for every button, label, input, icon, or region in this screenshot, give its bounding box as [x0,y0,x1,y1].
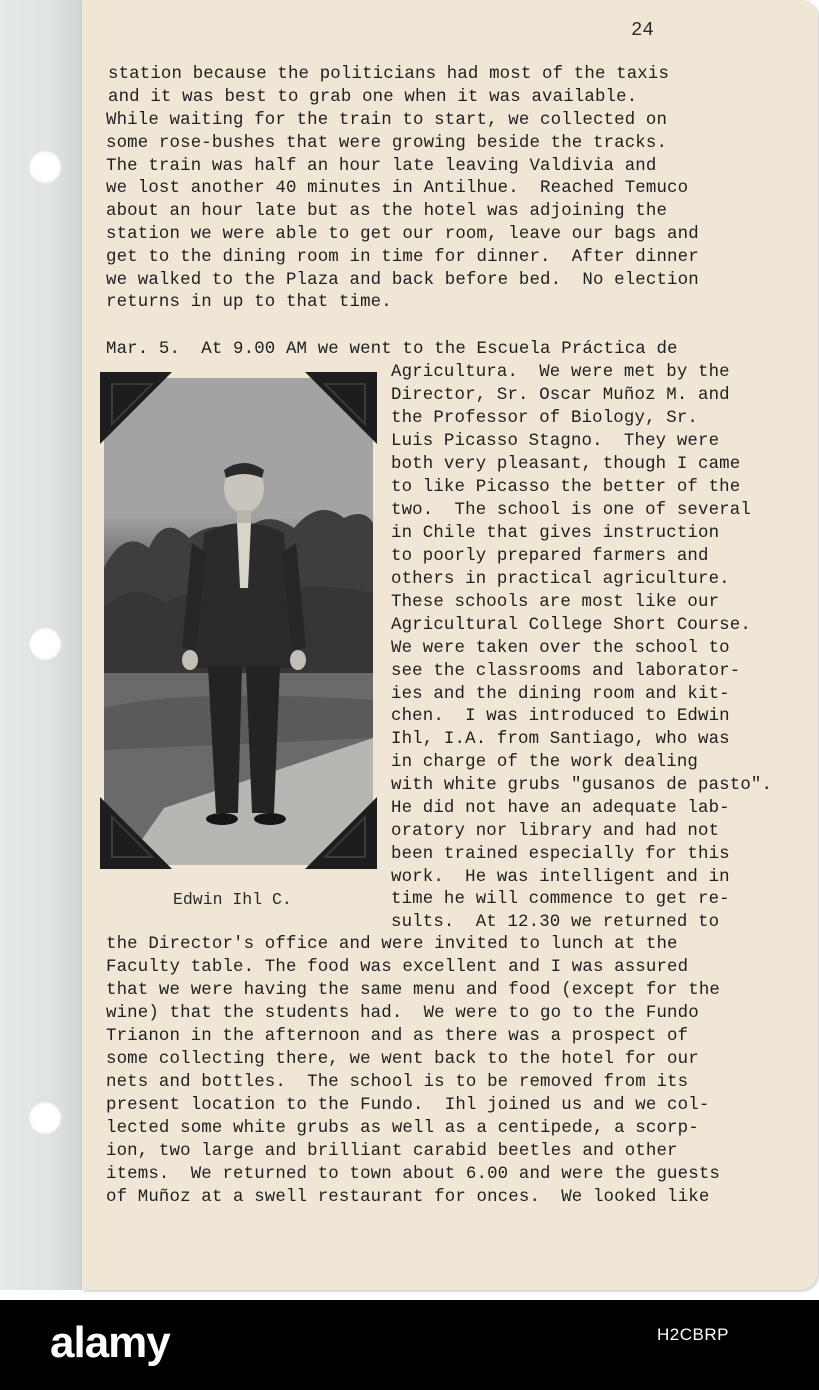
text-line: Trianon in the afternoon and as there was a prospect of [106,1027,689,1046]
photo-corner-icon [100,795,174,869]
text-line: lected some white grubs as well as a centipede, a scorp- [106,1119,699,1138]
text-line: been trained especially for this [391,845,730,864]
text-line: time he will commence to get re- [391,890,730,909]
text-line: items. We returned to town about 6.00 and were the guests [106,1165,720,1184]
image-id: H2CBRP [657,1325,729,1344]
text-line: oratory nor library and had not [391,822,720,841]
text-line: He did not have an adequate lab- [391,799,730,818]
text-line: Agricultural College Short Course. [391,616,751,635]
text-line: Luis Picasso Stagno. They were [391,432,720,451]
text-line: Faculty table. The food was excellent and I was assured [106,958,689,977]
text-line: work. He was intelligent and in [391,868,730,887]
text-line: We were taken over the school to [391,639,730,658]
text-line: Mar. 5. At 9.00 AM we went to the Escuela Práctica de [106,340,678,359]
text-line: the Professor of Biology, Sr. [391,409,698,428]
photo-corner-icon [303,795,377,869]
punch-hole-icon [28,627,62,661]
alamy-logo: alamy [50,1318,170,1367]
photo-caption: Edwin Ihl C. [173,890,292,909]
portrait-illustration [104,378,373,865]
text-line: some collecting there, we went back to the hotel for our [106,1050,699,1069]
text-line: two. The school is one of several [391,501,751,520]
binding-strip [0,0,83,1290]
text-line: station we were able to get our room, leave our bags and [106,225,699,244]
text-line: sults. At 12.30 we returned to [391,913,720,932]
text-line: in charge of the work dealing [391,753,698,772]
text-line: with white grubs "gusanos de pasto". [391,776,773,795]
text-line: Director, Sr. Oscar Muñoz M. and [391,386,730,405]
text-line: While waiting for the train to start, we collected on [106,111,668,130]
text-line: about an hour late but as the hotel was adjoining the [106,202,668,221]
punch-hole-icon [28,1101,62,1135]
text-line: chen. I was introduced to Edwin [391,707,730,726]
text-line: Ihl, I.A. from Santiago, who was [391,730,730,749]
text-line: present location to the Fundo. Ihl joined us and we col- [106,1096,710,1115]
text-line: station because the politicians had most of the taxis [108,65,670,84]
text-line: to poorly prepared farmers and [391,547,709,566]
text-line: The train was half an hour late leaving Valdivia and [106,157,657,176]
text-line: returns in up to that time. [106,293,392,312]
text-line: and it was best to grab one when it was available. [108,88,638,107]
text-line: the Director's office and were invited to lunch at the [106,935,678,954]
text-line: These schools are most like our [391,593,720,612]
text-line: Agricultura. We were met by the [391,363,730,382]
text-line: see the classrooms and laborator- [391,662,741,681]
text-line: others in practical agriculture. [391,570,730,589]
text-line: to like Picasso the better of the [391,478,741,497]
text-line: get to the dining room in time for dinner. After dinner [106,248,699,267]
text-line: nets and bottles. The school is to be removed from its [106,1073,689,1092]
text-line: ies and the dining room and kit- [391,685,730,704]
portrait-photo [104,378,373,865]
photo-corner-icon [303,372,377,446]
text-line: of Muñoz at a swell restaurant for onces. We looked like [106,1188,710,1207]
text-line: we walked to the Plaza and back before bed. No election [106,271,699,290]
text-line: some rose-bushes that were growing beside the tracks. [106,134,668,153]
text-line: we lost another 40 minutes in Antilhue. Reached Temuco [106,179,689,198]
mounted-photograph [100,372,377,869]
photo-corner-icon [100,372,174,446]
text-line: that we were having the same menu and food (except for the [106,981,720,1000]
text-line: in Chile that gives instruction [391,524,720,543]
punch-hole-icon [28,150,62,184]
text-line: ion, two large and brilliant carabid beetles and other [106,1142,678,1161]
text-line: wine) that the students had. We were to go to the Fundo [106,1004,699,1023]
page-number: 24 [631,19,654,41]
text-line: both very pleasant, though I came [391,455,741,474]
